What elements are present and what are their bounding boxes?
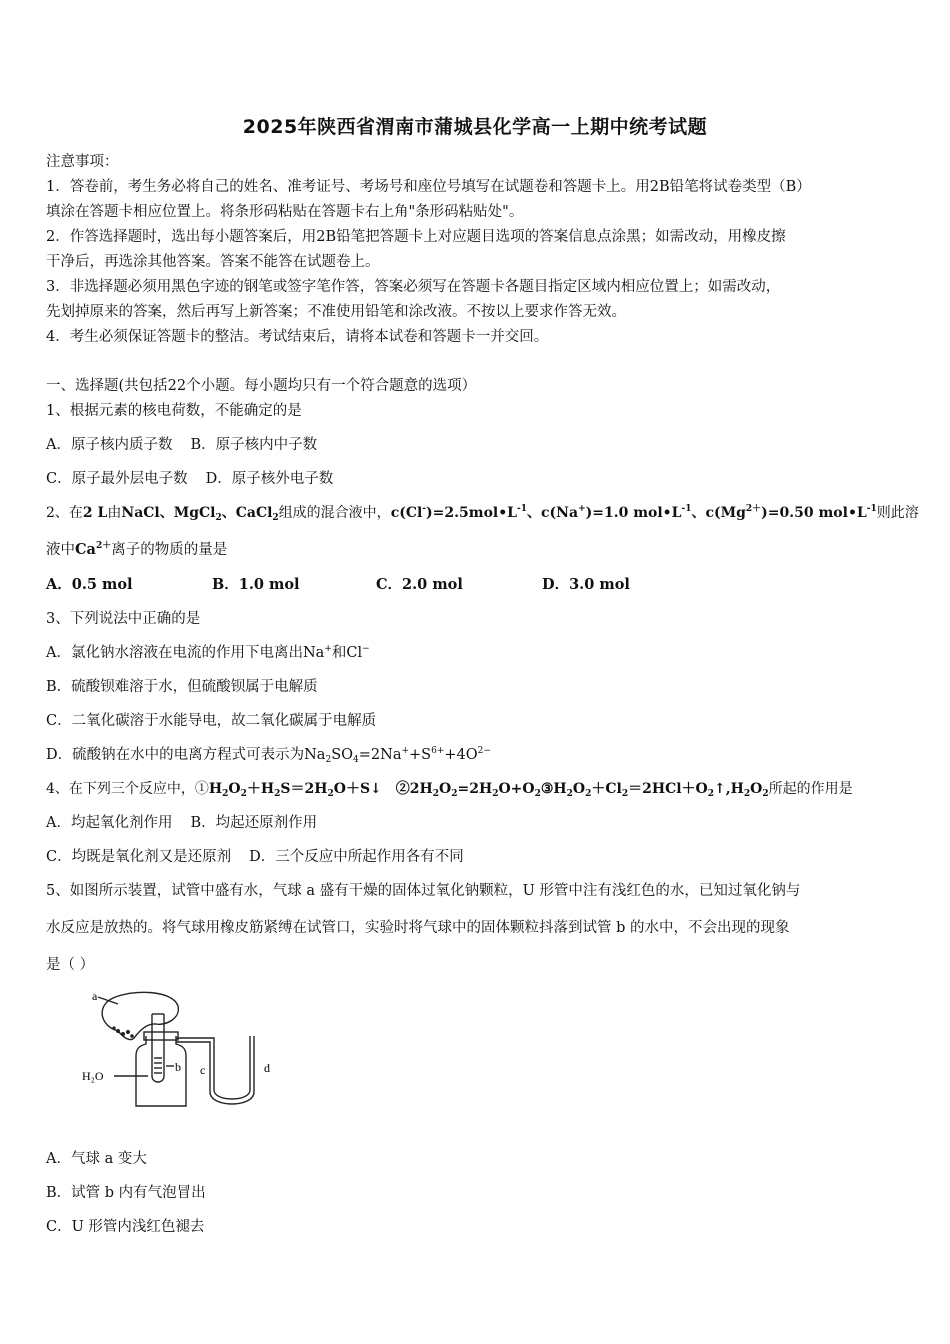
q3-sup: 2− [477,746,491,756]
q3-sup: + [401,746,410,756]
label-c: c [200,1063,206,1077]
label-a: a [92,989,98,1003]
q2-text: 则此溶 [876,505,919,521]
q3-option-d-text: SO [331,747,354,763]
q4-options-row-1 [46,813,911,833]
q4-sub: 2 [621,789,629,799]
q2-sub: 2 [215,513,222,523]
q5-stem-line-3: 是（ ） [46,957,95,973]
q2-sup: 2＋ [745,504,762,514]
q2-sup: -1 [517,504,528,514]
notice-line-4: 干净后，再选涂其他答案。答案不能答在试题卷上。 [46,254,380,270]
label-d: d [264,1061,270,1075]
q5-stem-line-2: 水反应是放热的。将气球用橡皮筋紧缚在试管口，实验时将气球中的固体颗粒抖落到试管 b 的水中，不会出现的现象 [46,920,790,936]
apparatus-diagram [78,986,288,1116]
q2-sup: 2＋ [95,541,112,551]
q2-sup: - [422,504,427,514]
q4-option-c: C．均既是氧化剂又是还原剂 [46,849,232,865]
q2-text: 液中 [46,542,75,558]
q4-sub: 2 [762,789,769,799]
notice-line-6: 先划掉原来的答案，然后再写上新答案；不准使用铅笔和涂改液。不按以上要求作答无效。 [46,304,626,320]
q2-option-d: D．3.0 mol [542,576,630,593]
q4-eq: =2H [457,781,493,797]
q4-eq: O [439,781,452,797]
q1-option-c: C．原子最外层电子数 [46,471,188,487]
q4-sub: 2 [240,789,247,799]
q4-option-b: B．均起还原剂作用 [190,815,318,831]
label-h2o: H₂O [82,1069,104,1083]
notice-heading: 注意事项： [46,154,119,170]
q3-option-d-text: =2Na [358,747,402,763]
q5-option-b: B．试管 b 内有气泡冒出 [46,1185,206,1201]
q4-sub: 2 [432,789,440,799]
q2-formula: 、CaCl [221,505,273,521]
q1-stem: 1、根据元素的核电荷数，不能确定的是 [46,403,302,419]
q1-options-row-2 [46,469,911,489]
q3-sup: 6+ [431,746,445,756]
q2-text: 2、在 [46,505,83,521]
q2-volume: 2 L [82,505,108,521]
q3-option-a-text: A．氯化钠水溶液在电流的作用下电离出Na [46,645,325,661]
q4-sub: 2 [222,789,229,799]
q2-option-a: A．0.5 mol [46,576,133,593]
q4-eq: O [228,781,241,797]
q4-eq: O＋S↓ ②2H [333,781,433,797]
q4-sub: 2 [743,789,751,799]
q4-eq: S＝2H [280,781,328,797]
section-heading: 一、选择题(共包括22个小题。每小题均只有一个符合题意的选项） [46,378,477,394]
q4-eq: ＋Cl [591,781,622,797]
q4-eq: ＝2HCl＋O [628,781,708,797]
q2-conc-cl: c(Cl [390,505,423,521]
q4-sub: 2 [585,789,592,799]
q5-option-a: A．气球 a 变大 [46,1151,147,1167]
q3-option-a [46,643,911,663]
notice-line-3: 2．作答选择题时，选出每小题答案后，用2B铅笔把答题卡上对应题目选项的答案信息点涂黑；如需改动，用橡皮擦 [46,229,786,245]
q4-eq: ③H [540,781,567,797]
q4-eq: H [208,781,223,797]
q3-option-a-text: 和Cl [331,645,363,661]
q2-text: 组成的混合液中， [278,505,391,521]
q4-sub: 2 [566,789,573,799]
q3-sup: − [362,644,370,654]
q4-option-a: A．均起氧化剂作用 [46,815,173,831]
q4-eq: O [750,781,763,797]
stopper [144,1032,178,1040]
page-title: 2025年陕西省渭南市蒲城县化学高一上期中统考试题 [242,116,708,138]
q3-sub: 2 [325,755,332,765]
q1-option-a: A．原子核内质子数 [46,437,173,453]
u-tube [210,1036,254,1104]
q2-conc-cl: )=2.5mol•L [426,505,518,521]
notice-line-7: 4．考生必须保证答题卡的整洁。考试结束后，请将本试卷和答题卡一并交回。 [46,329,549,345]
q2-formula: NaCl、MgCl [121,505,216,521]
q5-option-c: C．U 形管内浅红色褪去 [46,1219,205,1235]
q2-sup: -1 [866,504,877,514]
q2-option-b: B．1.0 mol [212,576,300,593]
q2-sub: 2 [272,513,279,523]
q4-option-d: D．三个反应中所起作用各有不同 [249,849,464,865]
q4-sub: 2 [327,789,334,799]
q2-options-row [46,575,911,595]
q2-text: 离子的物质的量是 [111,542,228,558]
q2-sup: -1 [681,504,692,514]
label-b: b [175,1060,181,1074]
q4-sub: 2 [534,789,541,799]
q3-option-d [46,745,911,765]
q2-sup: + [578,504,586,514]
q2-stem-line-2 [46,540,911,560]
q2-text: 由 [107,505,122,521]
q4-eq: ↑,H [714,781,744,797]
q2-ion: Ca [75,541,96,558]
q4-sub: 2 [451,789,458,799]
q4-eq: ＋H [246,781,275,797]
q1-options-row-1 [46,435,911,455]
q2-conc-mg: )=0.50 mol•L [761,505,867,521]
q3-option-d-text: +4O [444,747,478,763]
q4-sub: 2 [274,789,281,799]
q4-eq: O+O [498,781,535,797]
q1-option-d: D．原子核外电子数 [205,471,334,487]
q1-option-b: B．原子核内中子数 [190,437,318,453]
q2-conc-na: )=1.0 mol•L [585,505,682,521]
q4-sub: 2 [707,789,714,799]
q3-stem: 3、下列说法中正确的是 [46,611,201,627]
q2-stem-line-1 [46,503,919,523]
q3-sub: 4 [353,755,359,765]
q2-option-c: C．2.0 mol [376,576,463,593]
q4-text: 所起的作用是 [768,781,853,797]
q4-stem [46,779,911,799]
q4-text: 4、在下列三个反应中，① [46,781,209,797]
q2-conc-na: 、c(Na [527,505,579,521]
q3-option-d-text: +S [409,747,432,763]
notice-line-2: 填涂在答题卡相应位置上。将条形码粘贴在答题卡右上角"条形码粘贴处"。 [46,204,524,220]
q4-sub: 2 [492,789,499,799]
notice-line-1: 1．答卷前，考生务必将自己的姓名、准考证号、考场号和座位号填写在试题卷和答题卡上。用2B铅笔将试卷类型（B） [46,179,811,195]
q3-sup: + [324,644,332,654]
notice-line-5: 3．非选择题必须用黑色字迹的钢笔或签字笔作答，答案必须写在答题卡各题目指定区域内相应位置上；如需改动， [46,279,781,295]
q4-options-row-2 [46,847,911,867]
q5-stem-line-1: 5、如图所示装置，试管中盛有水，气球 a 盛有干燥的固体过氧化钠颗粒，U 形管中注有浅红色的水，已知过氧化钠与 [46,883,801,899]
q4-eq: O [572,781,586,797]
q3-option-b: B．硫酸钡难溶于水，但硫酸钡属于电解质 [46,679,318,695]
q3-option-d-text: D．硫酸钠在水中的电离方程式可表示为Na [46,747,326,763]
q2-conc-mg: 、c(Mg [691,505,746,521]
q3-option-c: C．二氧化碳溶于水能导电，故二氧化碳属于电解质 [46,713,377,729]
